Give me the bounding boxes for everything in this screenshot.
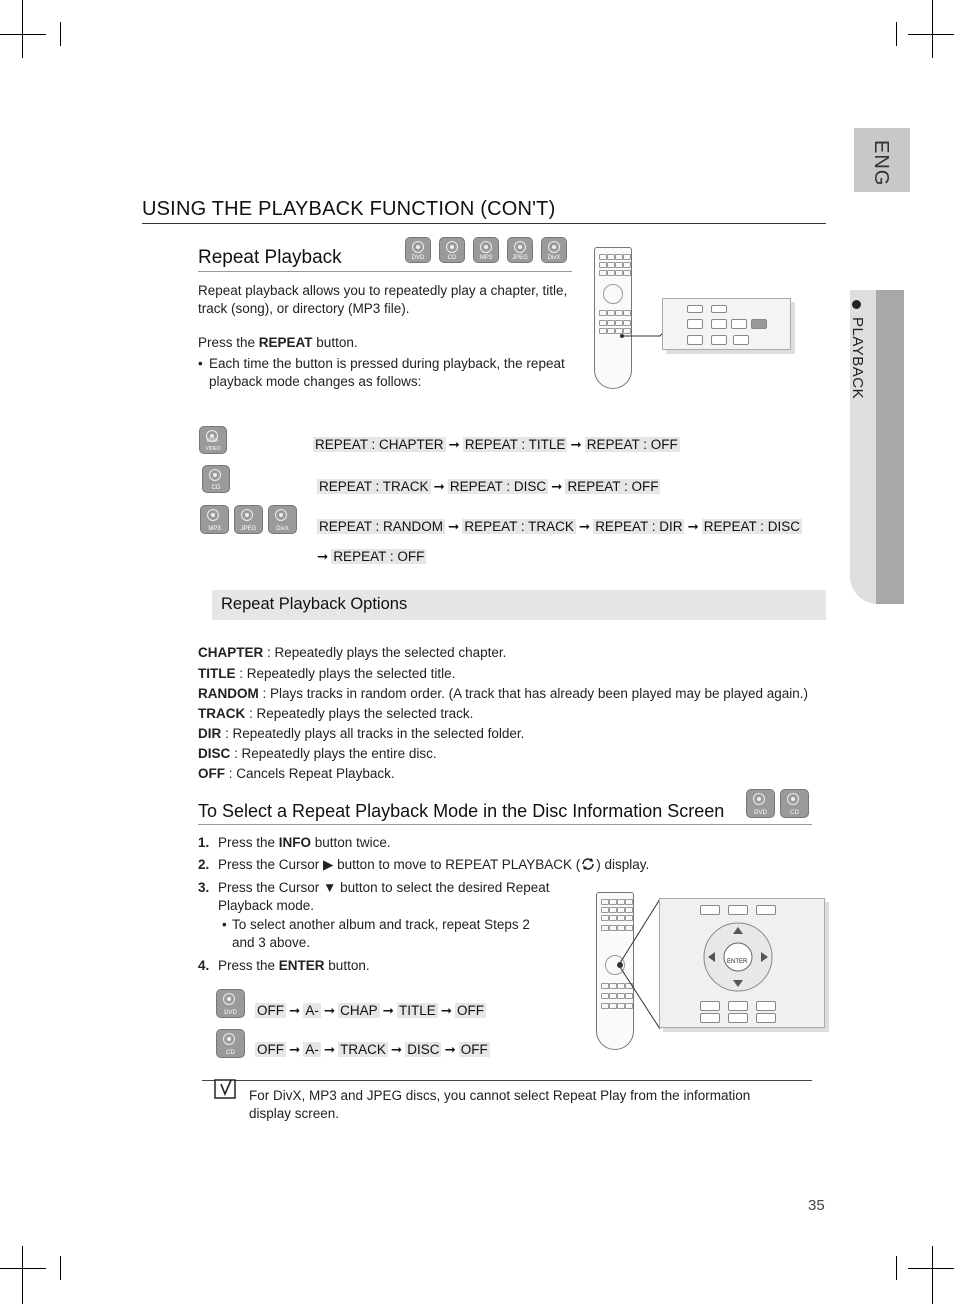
step-3: Press the Cursor ▼ button to select the desired Repeat Playback mode. bbox=[218, 880, 550, 913]
mp3-disc-icon: MP3 bbox=[473, 237, 499, 263]
dvd-disc-icon: DVD bbox=[405, 237, 431, 263]
dvd-info-sequence: OFF ➞ A- ➞ CHAP ➞ TITLE ➞ OFF bbox=[257, 1003, 485, 1018]
jpeg-disc-icon: JPEG bbox=[234, 505, 263, 534]
step-3-bullet: To select another album and track, repeat Steps 2 and 3 above. bbox=[232, 917, 530, 950]
repeat-intro: Repeat playback allows you to repeatedly play a chapter, title, track (song), or directory (MP3 file). bbox=[198, 283, 568, 316]
page-title: USING THE PLAYBACK FUNCTION (CON'T) bbox=[142, 198, 556, 220]
bullet-dot-icon bbox=[852, 300, 861, 309]
crop-mark bbox=[896, 22, 897, 46]
enter-key-label: ENTER bbox=[727, 959, 748, 965]
divx-disc-icon: DivX bbox=[268, 505, 297, 534]
language-label: ENG bbox=[870, 140, 892, 187]
cd-info-sequence: OFF ➞ A- ➞ TRACK ➞ DISC ➞ OFF bbox=[257, 1042, 488, 1057]
crop-mark bbox=[60, 1256, 61, 1280]
cd-disc-icon: CD bbox=[780, 789, 809, 818]
cd-disc-icon: CD bbox=[202, 465, 230, 493]
step-3-number: 3. bbox=[198, 880, 210, 895]
dvd-repeat-sequence: REPEAT : CHAPTER ➞ REPEAT : TITLE ➞ REPEAT : OFF bbox=[315, 437, 678, 452]
crop-mark bbox=[908, 34, 954, 35]
section-sidebar-accent bbox=[876, 290, 904, 604]
option-disc: DISC : Repeatedly plays the entire disc. bbox=[198, 746, 437, 761]
cd-disc-icon: CD bbox=[216, 1029, 245, 1058]
page-number: 35 bbox=[808, 1197, 825, 1214]
title-divider bbox=[142, 223, 826, 224]
navigation-wheel-icon bbox=[702, 921, 774, 993]
jpeg-disc-icon: JPEG bbox=[507, 237, 533, 263]
option-chapter: CHAPTER : Repeatedly plays the selected chapter. bbox=[198, 645, 507, 660]
info-screen-heading-divider bbox=[198, 824, 812, 825]
options-heading: Repeat Playback Options bbox=[221, 595, 408, 613]
option-off: OFF : Cancels Repeat Playback. bbox=[198, 766, 395, 781]
option-dir: DIR : Repeatedly plays all tracks in the selected folder. bbox=[198, 726, 525, 741]
repeat-cycle-icon bbox=[580, 857, 596, 871]
crop-mark bbox=[896, 1256, 897, 1280]
crop-mark bbox=[932, 1246, 933, 1304]
step-1: 1. Press the INFO button twice. bbox=[198, 835, 391, 850]
option-track: TRACK : Repeatedly plays the selected track. bbox=[198, 706, 474, 721]
crop-mark bbox=[22, 0, 23, 58]
section-label: PLAYBACK bbox=[849, 300, 866, 399]
mp3-disc-icon: MP3 bbox=[200, 505, 229, 534]
note-icon bbox=[213, 1078, 239, 1102]
note-divider bbox=[202, 1080, 812, 1081]
repeat-key-highlight bbox=[751, 319, 767, 329]
cd-repeat-sequence: REPEAT : TRACK ➞ REPEAT : DISC ➞ REPEAT : OFF bbox=[319, 479, 659, 494]
repeat-bullet-marker: • bbox=[198, 356, 203, 371]
repeat-button-name: REPEAT bbox=[258, 335, 313, 350]
language-tab bbox=[854, 128, 910, 192]
dvd-disc-icon: DVD bbox=[216, 989, 245, 1018]
remote-zoom-repeat bbox=[662, 298, 791, 350]
info-screen-heading: To Select a Repeat Playback Mode in the Disc Information Screen bbox=[198, 801, 725, 821]
crop-mark bbox=[0, 1268, 46, 1269]
note-text: For DivX, MP3 and JPEG discs, you cannot select Repeat Play from the information display screen. bbox=[249, 1088, 751, 1121]
crop-mark bbox=[60, 22, 61, 46]
crop-mark bbox=[22, 1246, 23, 1304]
cd-disc-icon: CD bbox=[439, 237, 465, 263]
dvd-disc-icon: DVD bbox=[746, 789, 775, 818]
step-2: 2. Press the Cursor ▶ button to move to REPEAT PLAYBACK ( ) display. bbox=[198, 857, 650, 872]
mp3-repeat-sequence-end: ➞ REPEAT : OFF bbox=[317, 549, 425, 564]
dvd-video-disc-icon: DVD-VIDEO bbox=[199, 426, 227, 454]
remote-zoom-enter bbox=[659, 898, 825, 1028]
step-4: 4. Press the ENTER button. bbox=[198, 958, 370, 973]
repeat-bullet: Each time the button is pressed during playback, the repeat playback mode changes as follows: bbox=[209, 356, 565, 389]
mp3-repeat-sequence: REPEAT : RANDOM ➞ REPEAT : TRACK ➞ REPEAT : DIR ➞ REPEAT : DISC bbox=[319, 519, 801, 534]
options-heading-bar bbox=[212, 590, 826, 620]
crop-mark bbox=[0, 34, 46, 35]
crop-mark bbox=[932, 0, 933, 58]
option-title: TITLE : Repeatedly plays the selected title. bbox=[198, 666, 456, 681]
remote-callout-line bbox=[616, 895, 664, 1035]
crop-mark bbox=[908, 1268, 954, 1269]
repeat-heading: Repeat Playback bbox=[198, 247, 342, 268]
divx-disc-icon: DivX bbox=[541, 237, 567, 263]
option-random: RANDOM : Plays tracks in random order. (A track that has already been played may be played again.) bbox=[198, 686, 809, 701]
step-3-bullet-marker: • bbox=[222, 917, 227, 932]
repeat-heading-divider bbox=[198, 271, 572, 272]
repeat-press-instruction: Press the REPEAT button. bbox=[198, 335, 358, 350]
